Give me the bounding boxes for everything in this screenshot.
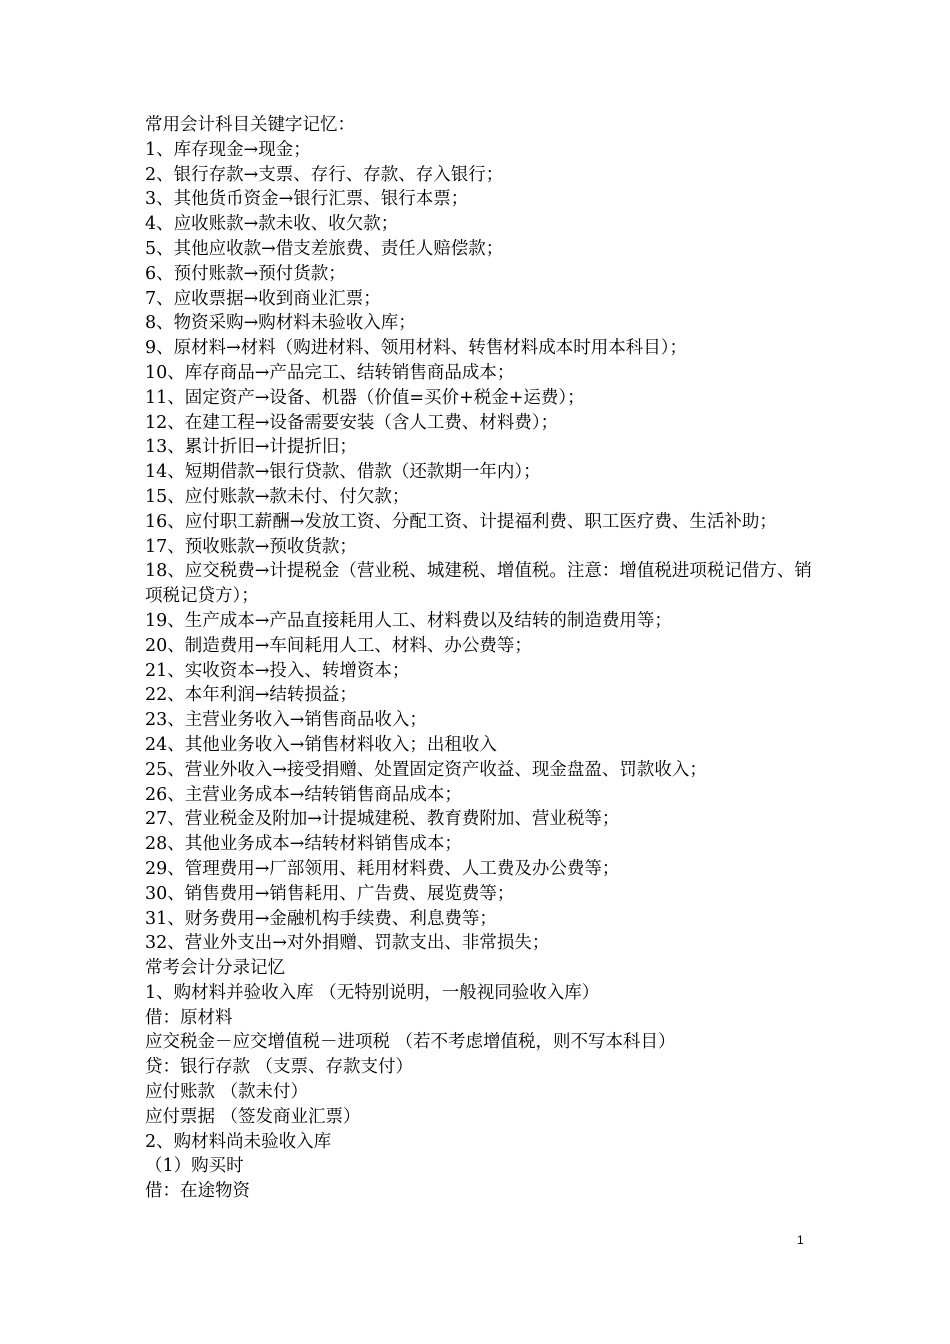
text-line: （1）购买时 [145, 1156, 244, 1177]
text-line: 24、其他业务收入→销售材料收入；出租收入 [145, 734, 497, 755]
text-line: 11、固定资产→设备、机器（价值=买价+税金+运费）； [145, 387, 585, 408]
text-line: 32、营业外支出→对外捐赠、罚款支出、非常损失； [145, 933, 550, 954]
text-line: 3、其他货币资金→银行汇票、银行本票； [145, 189, 469, 210]
text-line: 7、应收票据→收到商业汇票； [145, 288, 381, 309]
text-line: 6、预付账款→预付货款； [145, 263, 346, 284]
text-line: 贷：银行存款 （支票、存款支付） [145, 1057, 414, 1078]
text-line: 30、销售费用→销售耗用、广告费、展览费等； [145, 883, 515, 904]
text-line: 23、主营业务收入→销售商品收入； [145, 710, 427, 731]
text-line: 17、预收账款→预收货款； [145, 536, 357, 557]
text-line: 13、累计折旧→计提折旧； [145, 437, 357, 458]
page-number: 1 [797, 1233, 804, 1247]
heading-journal-entries: 常考会计分录记忆 [145, 958, 285, 979]
text-line: 10、库存商品→产品完工、结转销售商品成本； [145, 362, 515, 383]
text-line: 应付票据 （签发商业汇票） [145, 1106, 361, 1127]
text-line: 20、制造费用→车间耗用人工、材料、办公费等； [145, 635, 532, 656]
text-line: 25、营业外收入→接受捐赠、处置固定资产收益、现金盘盈、罚款收入； [145, 759, 707, 780]
heading-account-keywords: 常用会计科目关键字记忆： [145, 115, 355, 135]
text-line: 31、财务费用→金融机构手续费、利息费等； [145, 908, 497, 929]
text-line: 2、购材料尚未验收入库 [145, 1131, 332, 1152]
text-line: 借：在途物资 [145, 1181, 250, 1202]
text-line: 借：原材料 [145, 1007, 233, 1028]
text-line: 8、物资采购→购材料未验收入库； [145, 313, 416, 334]
text-line: 21、实收资本→投入、转增资本； [145, 660, 410, 681]
document-body [145, 113, 815, 1204]
text-line: 29、管理费用→厂部领用、耗用材料费、人工费及办公费等； [145, 858, 620, 879]
text-line: 9、原材料→材料（购进材料、领用材料、转售材料成本时用本科目）； [145, 338, 688, 359]
text-line: 28、其他业务成本→结转材料销售成本； [145, 834, 462, 855]
text-line: 4、应收账款→款未收、收欠款； [145, 214, 399, 235]
text-line: 5、其他应收款→借支差旅费、责任人赔偿款； [145, 238, 504, 259]
text-line: 19、生产成本→产品直接耗用人工、材料费以及结转的制造费用等； [145, 610, 672, 631]
text-line: 12、在建工程→设备需要安装（含人工费、材料费）； [145, 412, 559, 433]
text-line: 1、库存现金→现金； [145, 139, 311, 160]
text-line: 16、应付职工薪酬→发放工资、分配工资、计提福利费、职工医疗费、生活补助； [145, 511, 777, 532]
text-line: 1、购材料并验收入库 （无特别说明，一般视同验收入库） [145, 982, 600, 1003]
text-line: 22、本年利润→结转损益； [145, 685, 357, 706]
text-line: 应交税金－应交增值税－进项税 （若不考虑增值税，则不写本科目） [145, 1032, 676, 1053]
text-line: 15、应付账款→款未付、付欠款； [145, 486, 410, 507]
text-line: 27、营业税金及附加→计提城建税、教育费附加、营业税等； [145, 809, 620, 830]
text-line: 应付账款 （款未付） [145, 1082, 309, 1103]
text-line: 14、短期借款→银行贷款、借款（还款期一年内）； [145, 462, 541, 483]
text-line-wrapped: 18、应交税费→计提税金（营业税、城建税、增值税。注意：增值税进项税记借方、销项税记贷方）； [145, 561, 812, 607]
text-line: 2、银行存款→支票、存行、存款、存入银行； [145, 164, 504, 185]
text-line: 26、主营业务成本→结转销售商品成本； [145, 784, 462, 805]
